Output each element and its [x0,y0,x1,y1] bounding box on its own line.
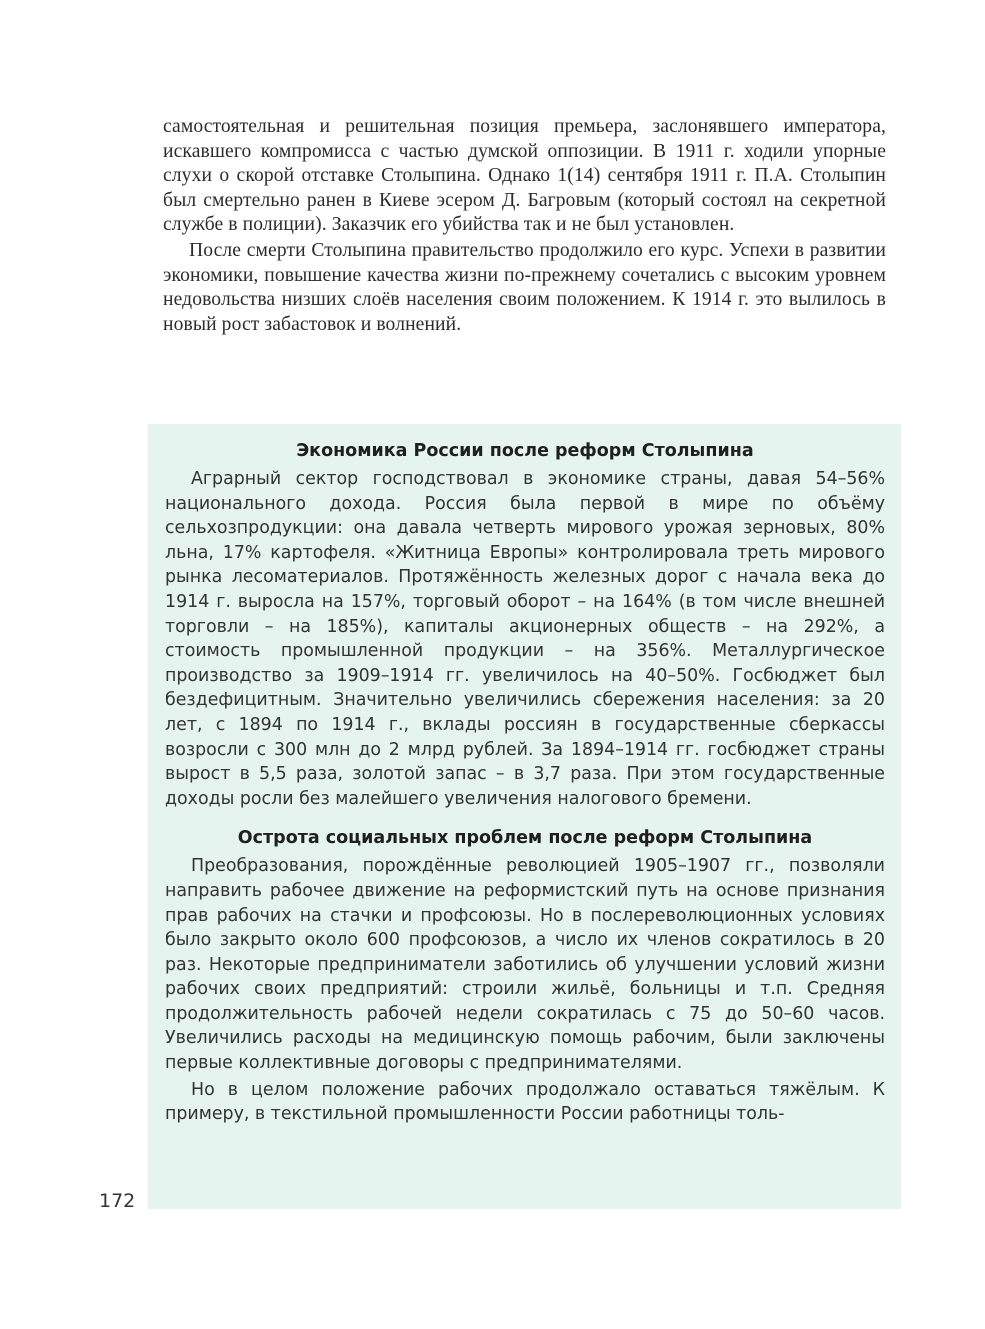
social-section-title: Острота социальных проблем после реформ Столыпина [237,828,813,849]
economy-section-title: Экономика России после реформ Столыпина [296,441,754,461]
info-box [148,424,901,1209]
info-box-content [165,438,885,1127]
social-section-paragraph-1: Преобразования, порождённые революцией 1905–1907 гг., позволяли направить рабочее движение на реформистский путь на основе признания прав рабочих на стачки и профсоюзы. Но в послереволюционных условиях было закрыто около 600 профсоюзов, а число их членов сократилось в 20 раз. Некоторые предприниматели заботились об улучшении условий жизни рабочих своих предприятий: строили жильё, больницы и т.п. Средняя продолжительность рабочей недели сократилась с 75 до 50–60 часов. Увеличились расходы на медицинскую помощь рабочим, были заключены первые коллективные договоры с предпринимателями. [165,856,885,1074]
main-text-column [163,115,886,337]
page-number: 172 [99,1190,136,1212]
main-paragraph-after-stolypin: После смерти Столыпина правительство продолжило его курс. Успехи в развитии экономики, повышение качества жизни по-прежнему сочетались с высоким уровнем недовольства низших слоёв населения своим положением. К 1914 г. это вылилось в новый рост забастовок и волнений. [163,239,886,335]
social-section-paragraph-2: Но в целом положение рабочих продолжало оставаться тяжёлым. К примеру, в текстильной промышленности России работницы толь- [165,1079,885,1125]
economy-section-paragraph: Аграрный сектор господствовал в экономике страны, давая 54–56% национального дохода. Россия была первой в мире по объёму сельхозпродукции: она давала четверть мирового урожая зерновых, 80% льна, 17% картофеля. «Житница Европы» контролировала треть мирового рынка лесоматериалов. Протяжённость железных дорог с начала века до 1914 г. выросла на 157%, торговый оборот – на 164% (в том числе внешней торговли – на 185%), капиталы акционерных обществ – на 292%, а стоимость промышленной продукции – на 356%. Металлургическое производство за 1909–1914 гг. увеличилось на 40–50%. Госбюджет был бездефицитным. Значительно увеличились сбережения населения: за 20 лет, с 1894 по 1914 г., вклады россиян в государственные сберкассы возросли с 300 млн до 2 млрд рублей. За 1894–1914 гг. госбюджет страны вырост в 5,5 раза, золотой запас – в 3,7 раза. При этом государственные доходы росли без малейшего увеличения налогового бремени. [165,469,885,809]
main-paragraph-continuation: самостоятельная и решительная позиция премьера, заслонявшего императора, искавшего компромисса с частью думской оппозиции. В 1911 г. ходили упорные слухи о скорой отставке Столыпина. Однако 1(14) сентября 1911 г. П.А. Столыпин был смертельно ранен в Киеве эсером Д. Багровым (который состоял на секретной службе в полиции). Заказчик его убийства так и не был установлен. [163,116,886,236]
